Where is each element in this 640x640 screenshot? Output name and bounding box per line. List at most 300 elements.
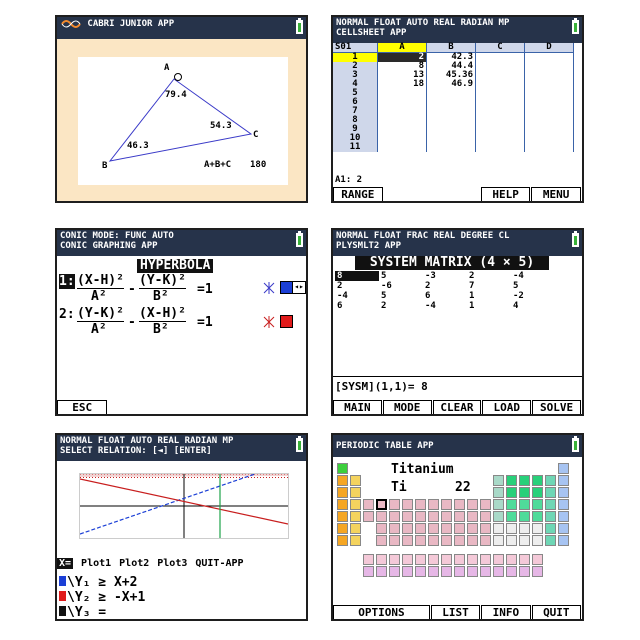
equals-one: =1 [197, 315, 213, 330]
element-cell[interactable] [376, 511, 387, 522]
cell-a1[interactable]: 2 [378, 53, 427, 63]
element-cell[interactable] [558, 487, 569, 498]
element-cell[interactable] [441, 523, 452, 534]
angle-b-measure: 46.3 [127, 141, 149, 151]
element-cell[interactable] [441, 511, 452, 522]
element-cell[interactable] [337, 523, 348, 534]
softkey-bar [333, 400, 582, 414]
matrix-cell[interactable]: 7 [469, 281, 475, 291]
element-cell[interactable] [441, 566, 452, 577]
element-cell[interactable] [493, 499, 504, 510]
cell[interactable] [427, 107, 476, 116]
element-cell[interactable] [493, 554, 504, 565]
angle-c-measure: 54.3 [210, 121, 232, 131]
element-cell[interactable] [519, 487, 530, 498]
element-cell[interactable] [350, 523, 361, 534]
element-cell[interactable] [428, 499, 439, 510]
table-row [333, 134, 574, 143]
element-cell[interactable] [376, 566, 387, 577]
cell[interactable] [427, 89, 476, 98]
element-cell[interactable] [389, 523, 400, 534]
element-cell[interactable] [480, 554, 491, 565]
conic-graphing-screen [55, 228, 308, 416]
quit-app-tab[interactable]: QUIT-APP [195, 558, 244, 569]
row-number: 6 [333, 98, 378, 107]
y1-expression: \Y₁ ≥ X+2 [67, 575, 138, 590]
equation-1[interactable] [59, 274, 75, 289]
element-cell[interactable] [454, 499, 465, 510]
element-cell[interactable] [532, 554, 543, 565]
cell[interactable] [378, 116, 427, 125]
element-cell[interactable] [519, 511, 530, 522]
spreadsheet-grid[interactable] [333, 43, 574, 152]
element-cell[interactable] [337, 511, 348, 522]
element-cell[interactable] [363, 566, 374, 577]
cell[interactable] [378, 107, 427, 116]
row-number: 1 [333, 53, 378, 63]
angle-sum-value: 180 [250, 160, 267, 170]
element-cell[interactable] [402, 535, 413, 546]
element-cell[interactable] [532, 523, 543, 534]
conic-type-title: HYPERBOLA [137, 259, 213, 273]
element-cell[interactable] [506, 523, 517, 534]
softkey-bar [333, 187, 582, 201]
cell[interactable] [476, 143, 525, 152]
info-softkey[interactable]: INFO [481, 605, 530, 619]
mode-softkey[interactable]: MODE [383, 400, 432, 414]
empty-softkey [257, 400, 305, 414]
element-cell[interactable] [402, 511, 413, 522]
element-cell[interactable] [454, 566, 465, 577]
element-cell[interactable] [467, 511, 478, 522]
inequality-plot [80, 474, 288, 538]
matrix-cell[interactable]: 2 [337, 281, 343, 291]
color-swatch-red[interactable] [280, 315, 293, 328]
solve-softkey[interactable]: SOLVE [532, 400, 581, 414]
element-cell[interactable] [350, 511, 361, 522]
column-header-c[interactable]: C [476, 43, 525, 53]
softkey-bar [333, 605, 582, 619]
element-cell[interactable] [558, 523, 569, 534]
empty-softkey [108, 400, 156, 414]
element-cell[interactable] [493, 511, 504, 522]
element-cell[interactable] [493, 535, 504, 546]
mode-line: NORMAL FLOAT FRAC REAL DEGREE CL [336, 231, 510, 241]
cell[interactable] [525, 134, 574, 143]
element-cell[interactable] [545, 487, 556, 498]
matrix-cell[interactable]: 6 [337, 301, 343, 311]
cell-b4[interactable]: 46.9 [427, 80, 476, 89]
periodic-table-screen [331, 433, 584, 621]
matrix-cell[interactable]: 5 [381, 291, 387, 301]
element-cell[interactable] [389, 511, 400, 522]
minus-sign: - [128, 282, 136, 297]
matrix-cell[interactable]: 4 [513, 301, 519, 311]
color-swatch-red [59, 591, 66, 601]
matrix-cell[interactable]: -4 [425, 301, 436, 311]
element-cell[interactable] [545, 475, 556, 486]
list-softkey[interactable]: LIST [431, 605, 480, 619]
column-header-d[interactable]: D [525, 43, 574, 53]
y1-line [80, 474, 255, 534]
equation-number[interactable]: 2: [59, 307, 75, 322]
app-title: CONIC GRAPHING APP [60, 241, 158, 251]
matrix-cell[interactable]: -3 [425, 271, 436, 281]
mode-line: CONIC MODE: FUNC AUTO [60, 231, 174, 241]
element-cell[interactable] [415, 566, 426, 577]
app-title: PERIODIC TABLE APP [336, 441, 434, 451]
y2-expression: \Y₂ ≥ -X+1 [67, 590, 146, 605]
element-cell[interactable] [545, 511, 556, 522]
table-row [333, 98, 574, 107]
cell-a2[interactable]: 8 [378, 62, 427, 71]
element-cell[interactable] [363, 499, 374, 510]
element-cell[interactable] [389, 554, 400, 565]
element-cell[interactable] [363, 554, 374, 565]
element-cell[interactable] [519, 535, 530, 546]
quit-softkey[interactable]: QUIT [532, 605, 581, 619]
element-cell[interactable] [350, 475, 361, 486]
table-row [333, 116, 574, 125]
element-cell[interactable] [428, 566, 439, 577]
element-cell[interactable] [389, 566, 400, 577]
element-cell[interactable] [467, 554, 478, 565]
denominator: B² [153, 322, 169, 337]
cell[interactable] [427, 98, 476, 107]
matrix-cell[interactable]: 2 [425, 281, 431, 291]
battery-icon [296, 20, 303, 34]
cell[interactable] [378, 98, 427, 107]
cell[interactable] [476, 98, 525, 107]
plot2-tab[interactable]: Plot2 [119, 558, 150, 569]
row-number: 5 [333, 89, 378, 98]
cell[interactable] [378, 134, 427, 143]
cabri-logo-icon [60, 18, 82, 30]
element-cell[interactable] [506, 554, 517, 565]
table-row [333, 143, 574, 152]
cell-b1[interactable]: 42.3 [427, 53, 476, 63]
matrix-cell[interactable]: -4 [337, 291, 348, 301]
element-cell[interactable] [337, 463, 348, 474]
row-number: 4 [333, 80, 378, 89]
cell[interactable] [525, 80, 574, 89]
element-cell[interactable] [558, 511, 569, 522]
element-cell[interactable] [454, 511, 465, 522]
element-cell[interactable] [506, 499, 517, 510]
element-cell[interactable] [350, 535, 361, 546]
main-softkey[interactable]: MAIN [333, 400, 382, 414]
table-row [335, 281, 555, 291]
element-cell[interactable] [558, 475, 569, 486]
element-cell[interactable] [558, 535, 569, 546]
row-number: 2 [333, 62, 378, 71]
element-cell[interactable] [350, 487, 361, 498]
element-cell[interactable] [454, 535, 465, 546]
y3-expression: \Y₃ = [67, 605, 107, 620]
element-cell[interactable] [415, 499, 426, 510]
cell[interactable] [378, 143, 427, 152]
matrix-cell[interactable]: 8 [335, 271, 379, 281]
app-title: CABRI JUNIOR APP [87, 19, 175, 29]
cell[interactable] [476, 107, 525, 116]
element-cell[interactable] [402, 554, 413, 565]
element-cell[interactable] [558, 463, 569, 474]
element-cell[interactable] [506, 511, 517, 522]
battery-icon [572, 233, 579, 247]
matrix-cell[interactable]: -6 [381, 281, 392, 291]
cell-a3[interactable]: 13 [378, 71, 427, 80]
element-cell[interactable] [480, 566, 491, 577]
help-softkey[interactable]: HELP [481, 187, 531, 201]
cell[interactable] [476, 71, 525, 80]
matrix-cell[interactable]: 2 [381, 301, 387, 311]
numerator: (Y-K)² [77, 306, 124, 321]
cell[interactable] [476, 134, 525, 143]
element-cell[interactable] [493, 523, 504, 534]
cell[interactable] [427, 134, 476, 143]
status-bar [57, 435, 306, 461]
element-cell[interactable] [532, 499, 543, 510]
element-cell[interactable] [558, 499, 569, 510]
empty-softkey [432, 187, 480, 201]
denominator: A² [91, 322, 107, 337]
element-cell[interactable] [506, 475, 517, 486]
cell[interactable] [476, 125, 525, 134]
element-cell[interactable] [532, 566, 543, 577]
element-cell[interactable] [415, 554, 426, 565]
element-cell[interactable] [519, 475, 530, 486]
softkey-bar [57, 400, 306, 414]
equals-one: =1 [197, 282, 213, 297]
element-cell[interactable] [454, 554, 465, 565]
matrix-cell[interactable]: 6 [425, 291, 431, 301]
element-cell[interactable] [376, 554, 387, 565]
element-cell[interactable] [519, 499, 530, 510]
table-row [333, 89, 574, 98]
cell[interactable] [427, 125, 476, 134]
plot1-tab[interactable]: Plot1 [81, 558, 112, 569]
esc-softkey[interactable]: ESC [57, 400, 107, 414]
element-cell[interactable] [428, 523, 439, 534]
element-cell[interactable] [506, 487, 517, 498]
element-cell[interactable] [402, 499, 413, 510]
table-row [335, 271, 555, 281]
options-softkey[interactable]: OPTIONS [333, 605, 430, 619]
cell[interactable] [525, 116, 574, 125]
vertex-b-label: B [102, 161, 108, 171]
cell[interactable] [525, 107, 574, 116]
app-title: PLYSMLT2 APP [336, 241, 402, 251]
element-cell[interactable] [480, 535, 491, 546]
status-bar [333, 17, 582, 43]
element-cell[interactable] [389, 535, 400, 546]
element-cell[interactable] [532, 487, 543, 498]
element-cell[interactable] [532, 475, 543, 486]
element-cell[interactable] [337, 475, 348, 486]
element-cell[interactable] [402, 523, 413, 534]
element-cell[interactable] [415, 523, 426, 534]
table-row [333, 107, 574, 116]
element-cell[interactable] [493, 475, 504, 486]
cell-b2[interactable]: 44.4 [427, 62, 476, 71]
element-cell[interactable] [389, 499, 400, 510]
color-swatch-blue [59, 576, 66, 586]
element-cell[interactable] [441, 535, 452, 546]
element-cell[interactable] [350, 499, 361, 510]
range-softkey[interactable]: RANGE [333, 187, 383, 201]
table-row [335, 291, 555, 301]
cell[interactable] [525, 71, 574, 80]
element-cell[interactable] [415, 511, 426, 522]
element-name: Titanium [391, 462, 454, 477]
element-cell[interactable] [467, 499, 478, 510]
plot3-tab[interactable]: Plot3 [157, 558, 188, 569]
empty-softkey [207, 400, 255, 414]
cell-b3[interactable]: 45.36 [427, 71, 476, 80]
status-bar [57, 17, 306, 39]
equation-number: 1: [59, 274, 75, 289]
cell[interactable] [476, 116, 525, 125]
status-bar [333, 230, 582, 256]
empty-softkey [158, 400, 206, 414]
hand-pointer-icon [175, 74, 182, 81]
element-cell[interactable] [545, 499, 556, 510]
y-editor-menu [57, 558, 306, 569]
cell[interactable] [525, 143, 574, 152]
cell[interactable] [525, 98, 574, 107]
inequality-graph-screen [55, 433, 308, 621]
column-header-a[interactable]: A [378, 43, 427, 53]
element-cell[interactable] [376, 523, 387, 534]
matrix-cell[interactable]: 5 [381, 271, 387, 281]
element-cell[interactable] [441, 554, 452, 565]
numerator: (X-H)² [77, 273, 124, 288]
element-cell[interactable] [337, 487, 348, 498]
element-cell[interactable] [519, 523, 530, 534]
angle-a-measure: 79.4 [165, 90, 187, 100]
cell[interactable] [525, 89, 574, 98]
cell[interactable] [427, 143, 476, 152]
row-number: 8 [333, 116, 378, 125]
graph-style-icon[interactable] [262, 280, 276, 294]
y3-row[interactable] [59, 605, 145, 620]
mode-line: NORMAL FLOAT AUTO REAL RADIAN MP [60, 436, 234, 446]
y2-row[interactable] [59, 590, 145, 605]
cell[interactable] [427, 116, 476, 125]
element-cell[interactable] [480, 499, 491, 510]
row-number: 11 [333, 143, 378, 152]
selected-element-cell[interactable] [376, 499, 387, 510]
element-cell[interactable] [506, 566, 517, 577]
empty-softkey [384, 187, 432, 201]
element-cell[interactable] [402, 566, 413, 577]
matrix-cell[interactable]: 2 [469, 271, 475, 281]
element-cell[interactable] [467, 566, 478, 577]
battery-icon [296, 438, 303, 452]
divider [333, 376, 582, 377]
menu-softkey[interactable]: MENU [531, 187, 581, 201]
element-cell[interactable] [428, 535, 439, 546]
system-matrix[interactable] [335, 271, 555, 311]
toggle-arrow-icon[interactable]: ◂▸ [292, 281, 306, 294]
element-cell[interactable] [415, 535, 426, 546]
matrix-readout: [SYSM](1,1)= 8 [335, 380, 428, 393]
element-cell[interactable] [467, 523, 478, 534]
element-cell[interactable] [337, 535, 348, 546]
denominator: B² [153, 289, 169, 304]
cell[interactable] [378, 125, 427, 134]
cell[interactable] [525, 125, 574, 134]
column-header-b[interactable]: B [427, 43, 476, 53]
periodic-grid[interactable] [333, 435, 582, 619]
element-cell[interactable] [363, 511, 374, 522]
element-cell[interactable] [480, 523, 491, 534]
element-cell[interactable] [532, 535, 543, 546]
battery-icon [296, 233, 303, 247]
element-cell[interactable] [493, 566, 504, 577]
matrix-cell[interactable]: -4 [513, 271, 524, 281]
matrix-cell[interactable]: 5 [513, 281, 519, 291]
x-equals-tab[interactable]: X= [59, 558, 72, 569]
polysmlt-screen [331, 228, 584, 416]
matrix-cell[interactable]: -2 [513, 291, 524, 301]
status-bar [57, 230, 306, 256]
numerator: (Y-K)² [139, 273, 186, 288]
element-cell[interactable] [467, 535, 478, 546]
element-number: 22 [455, 480, 471, 495]
matrix-cell[interactable]: 1 [469, 291, 475, 301]
graph-style-icon[interactable] [262, 314, 276, 328]
load-softkey[interactable]: LOAD [482, 400, 531, 414]
cell[interactable] [525, 62, 574, 71]
element-cell[interactable] [376, 535, 387, 546]
row-number: 7 [333, 107, 378, 116]
cell-a4[interactable]: 18 [378, 80, 427, 89]
element-cell[interactable] [493, 487, 504, 498]
element-cell[interactable] [506, 535, 517, 546]
cell[interactable] [525, 53, 574, 63]
cell[interactable] [378, 89, 427, 98]
minus-sign: - [128, 315, 136, 330]
element-cell[interactable] [428, 554, 439, 565]
element-cell[interactable] [480, 511, 491, 522]
element-cell[interactable] [519, 554, 530, 565]
denominator: A² [91, 289, 107, 304]
matrix-cell[interactable]: 1 [469, 301, 475, 311]
clear-softkey[interactable]: CLEAR [433, 400, 482, 414]
element-cell[interactable] [337, 499, 348, 510]
element-cell[interactable] [428, 511, 439, 522]
geometry-canvas[interactable] [78, 57, 288, 185]
row-number: 10 [333, 134, 378, 143]
cellsheet-screen [331, 15, 584, 203]
y1-row[interactable] [59, 575, 145, 590]
element-symbol: Ti [391, 480, 407, 495]
table-row [333, 80, 574, 89]
element-cell[interactable] [519, 566, 530, 577]
battery-icon [572, 20, 579, 34]
element-cell[interactable] [441, 499, 452, 510]
element-cell[interactable] [532, 511, 543, 522]
graph-area[interactable] [79, 473, 289, 539]
cell[interactable] [476, 62, 525, 71]
element-cell[interactable] [545, 535, 556, 546]
element-cell[interactable] [545, 523, 556, 534]
cell[interactable] [476, 89, 525, 98]
cell[interactable] [476, 53, 525, 63]
cell[interactable] [476, 80, 525, 89]
element-cell[interactable] [454, 523, 465, 534]
